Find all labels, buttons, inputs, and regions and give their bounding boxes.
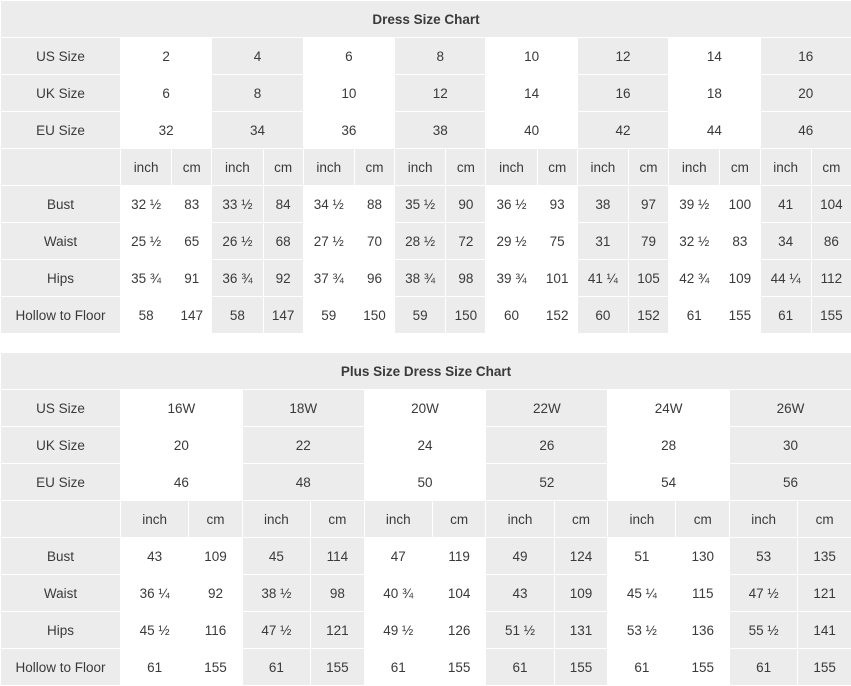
unit-cell: inch xyxy=(364,501,432,538)
table-cell: 53 xyxy=(730,538,798,575)
table-cell: 10 xyxy=(303,75,394,112)
table-cell: 46 xyxy=(760,112,851,149)
table-cell: 34 xyxy=(212,112,303,149)
table-cell: 37 ¾ xyxy=(303,260,354,297)
table-cell: 10 xyxy=(486,38,577,75)
row-label: Hollow to Floor xyxy=(1,297,121,334)
table-cell: 26 ½ xyxy=(212,223,263,260)
table-cell: 141 xyxy=(798,612,851,649)
table-cell: 45 ½ xyxy=(121,612,189,649)
table-cell: 35 ½ xyxy=(395,186,446,223)
table-cell: 28 ½ xyxy=(395,223,446,260)
table-cell: 90 xyxy=(446,186,486,223)
table-cell: 41 xyxy=(760,186,811,223)
table-cell: 147 xyxy=(172,297,212,334)
table-cell: 47 ½ xyxy=(730,575,798,612)
size-chart-table xyxy=(0,352,851,686)
unit-cell: cm xyxy=(172,149,212,186)
table-cell: 36 xyxy=(303,112,394,149)
unit-cell: inch xyxy=(760,149,811,186)
table-cell: 155 xyxy=(554,649,608,686)
table-cell: 42 xyxy=(577,112,668,149)
row-label: EU Size xyxy=(1,112,121,149)
row-label: Hips xyxy=(1,260,121,297)
unit-cell: cm xyxy=(189,501,243,538)
table-cell: 40 ¾ xyxy=(364,575,432,612)
table-cell: 6 xyxy=(303,38,394,75)
table-cell: 92 xyxy=(263,260,303,297)
chart-title-row xyxy=(1,353,851,390)
table-cell: 135 xyxy=(798,538,851,575)
unit-cell: inch xyxy=(669,149,720,186)
table-cell: 59 xyxy=(303,297,354,334)
unit-cell: cm xyxy=(446,149,486,186)
table-cell: 115 xyxy=(676,575,730,612)
unit-cell: inch xyxy=(303,149,354,186)
table-cell: 68 xyxy=(263,223,303,260)
size-chart-1 xyxy=(0,0,851,334)
row-label: EU Size xyxy=(1,464,121,501)
unit-cell: cm xyxy=(432,501,486,538)
table-cell: 2 xyxy=(121,38,212,75)
unit-cell: inch xyxy=(608,501,676,538)
table-cell: 24W xyxy=(608,390,730,427)
table-cell: 61 xyxy=(364,649,432,686)
table-cell: 34 xyxy=(760,223,811,260)
table-cell: 61 xyxy=(121,649,189,686)
table-cell: 152 xyxy=(628,297,668,334)
unit-cell: inch xyxy=(486,501,554,538)
table-cell: 124 xyxy=(554,538,608,575)
unit-cell: inch xyxy=(395,149,446,186)
table-cell: 155 xyxy=(189,649,243,686)
table-cell: 51 xyxy=(608,538,676,575)
table-cell: 29 ½ xyxy=(486,223,537,260)
table-cell: 38 xyxy=(395,112,486,149)
unit-cell: cm xyxy=(311,501,365,538)
table-cell: 43 xyxy=(486,575,554,612)
row-label: Bust xyxy=(1,186,121,223)
unit-cell: cm xyxy=(354,149,394,186)
table-row xyxy=(1,38,851,75)
table-cell: 79 xyxy=(628,223,668,260)
table-cell: 41 ¼ xyxy=(577,260,628,297)
table-cell: 55 ½ xyxy=(730,612,798,649)
table-cell: 12 xyxy=(395,75,486,112)
table-cell: 26W xyxy=(730,390,851,427)
table-cell: 51 ½ xyxy=(486,612,554,649)
table-cell: 112 xyxy=(811,260,851,297)
table-cell: 109 xyxy=(720,260,760,297)
table-cell: 40 xyxy=(486,112,577,149)
table-cell: 20W xyxy=(364,390,486,427)
table-cell: 83 xyxy=(720,223,760,260)
table-cell: 39 ¾ xyxy=(486,260,537,297)
table-cell: 47 ½ xyxy=(242,612,310,649)
table-cell: 33 ½ xyxy=(212,186,263,223)
table-cell: 58 xyxy=(121,297,172,334)
table-cell: 152 xyxy=(537,297,577,334)
table-cell: 83 xyxy=(172,186,212,223)
table-cell: 54 xyxy=(608,464,730,501)
chart-title: Plus Size Dress Size Chart xyxy=(1,353,851,390)
table-cell: 18W xyxy=(242,390,364,427)
table-cell: 136 xyxy=(676,612,730,649)
table-cell: 98 xyxy=(311,575,365,612)
table-row xyxy=(1,538,851,575)
table-cell: 72 xyxy=(446,223,486,260)
table-cell: 14 xyxy=(486,75,577,112)
table-cell: 70 xyxy=(354,223,394,260)
table-cell: 43 xyxy=(121,538,189,575)
unit-cell: inch xyxy=(730,501,798,538)
table-cell: 56 xyxy=(730,464,851,501)
table-cell: 50 xyxy=(364,464,486,501)
row-label: UK Size xyxy=(1,427,121,464)
row-label xyxy=(1,501,121,538)
unit-cell: cm xyxy=(628,149,668,186)
table-cell: 109 xyxy=(189,538,243,575)
table-cell: 58 xyxy=(212,297,263,334)
table-row xyxy=(1,464,851,501)
row-label: Hollow to Floor xyxy=(1,649,121,686)
table-cell: 16W xyxy=(121,390,243,427)
table-cell: 61 xyxy=(486,649,554,686)
unit-cell: inch xyxy=(121,149,172,186)
table-row xyxy=(1,427,851,464)
table-row xyxy=(1,390,851,427)
table-cell: 86 xyxy=(811,223,851,260)
table-row xyxy=(1,260,851,297)
table-row xyxy=(1,223,851,260)
table-cell: 155 xyxy=(432,649,486,686)
table-cell: 49 ½ xyxy=(364,612,432,649)
table-cell: 155 xyxy=(798,649,851,686)
chart-title: Dress Size Chart xyxy=(1,1,851,38)
unit-cell: cm xyxy=(720,149,760,186)
table-cell: 104 xyxy=(432,575,486,612)
size-chart-table xyxy=(0,0,851,334)
unit-cell: cm xyxy=(811,149,851,186)
table-cell: 150 xyxy=(446,297,486,334)
table-cell: 34 ½ xyxy=(303,186,354,223)
row-label: US Size xyxy=(1,38,121,75)
unit-cell: cm xyxy=(537,149,577,186)
table-cell: 22 xyxy=(242,427,364,464)
table-row xyxy=(1,297,851,334)
table-cell: 116 xyxy=(189,612,243,649)
table-cell: 105 xyxy=(628,260,668,297)
table-cell: 36 ¾ xyxy=(212,260,263,297)
table-cell: 49 xyxy=(486,538,554,575)
table-cell: 61 xyxy=(730,649,798,686)
row-label: US Size xyxy=(1,390,121,427)
unit-cell: inch xyxy=(486,149,537,186)
table-cell: 6 xyxy=(121,75,212,112)
table-cell: 65 xyxy=(172,223,212,260)
table-cell: 75 xyxy=(537,223,577,260)
table-cell: 61 xyxy=(242,649,310,686)
table-cell: 131 xyxy=(554,612,608,649)
table-cell: 93 xyxy=(537,186,577,223)
chart-title-row xyxy=(1,1,851,38)
table-cell: 35 ¾ xyxy=(121,260,172,297)
table-cell: 18 xyxy=(669,75,760,112)
table-row xyxy=(1,649,851,686)
table-cell: 147 xyxy=(263,297,303,334)
unit-cell: cm xyxy=(554,501,608,538)
table-cell: 61 xyxy=(608,649,676,686)
table-cell: 61 xyxy=(669,297,720,334)
table-row xyxy=(1,612,851,649)
table-cell: 92 xyxy=(189,575,243,612)
table-cell: 32 xyxy=(121,112,212,149)
table-cell: 25 ½ xyxy=(121,223,172,260)
table-cell: 20 xyxy=(760,75,851,112)
table-cell: 44 ¼ xyxy=(760,260,811,297)
unit-cell: inch xyxy=(212,149,263,186)
table-row xyxy=(1,186,851,223)
size-chart-2 xyxy=(0,352,851,686)
row-label: UK Size xyxy=(1,75,121,112)
table-cell: 53 ½ xyxy=(608,612,676,649)
table-row xyxy=(1,501,851,538)
table-cell: 45 ¼ xyxy=(608,575,676,612)
table-cell: 114 xyxy=(311,538,365,575)
table-cell: 4 xyxy=(212,38,303,75)
row-label: Bust xyxy=(1,538,121,575)
unit-cell: cm xyxy=(798,501,851,538)
table-cell: 26 xyxy=(486,427,608,464)
table-cell: 96 xyxy=(354,260,394,297)
table-row xyxy=(1,75,851,112)
table-cell: 61 xyxy=(760,297,811,334)
table-cell: 104 xyxy=(811,186,851,223)
table-cell: 47 xyxy=(364,538,432,575)
table-cell: 48 xyxy=(242,464,364,501)
table-cell: 98 xyxy=(446,260,486,297)
table-cell: 119 xyxy=(432,538,486,575)
table-cell: 91 xyxy=(172,260,212,297)
table-cell: 30 xyxy=(730,427,851,464)
table-cell: 36 ¼ xyxy=(121,575,189,612)
table-row xyxy=(1,112,851,149)
table-cell: 36 ½ xyxy=(486,186,537,223)
row-label: Hips xyxy=(1,612,121,649)
table-cell: 38 ½ xyxy=(242,575,310,612)
row-label: Waist xyxy=(1,575,121,612)
table-cell: 32 ½ xyxy=(121,186,172,223)
table-cell: 121 xyxy=(798,575,851,612)
table-cell: 60 xyxy=(486,297,537,334)
table-cell: 8 xyxy=(212,75,303,112)
table-cell: 32 ½ xyxy=(669,223,720,260)
table-cell: 155 xyxy=(676,649,730,686)
unit-cell: inch xyxy=(577,149,628,186)
table-cell: 84 xyxy=(263,186,303,223)
unit-cell: cm xyxy=(263,149,303,186)
unit-cell: inch xyxy=(121,501,189,538)
table-cell: 20 xyxy=(121,427,243,464)
table-cell: 31 xyxy=(577,223,628,260)
table-cell: 42 ¾ xyxy=(669,260,720,297)
table-cell: 16 xyxy=(577,75,668,112)
table-cell: 155 xyxy=(311,649,365,686)
table-cell: 59 xyxy=(395,297,446,334)
unit-cell: inch xyxy=(242,501,310,538)
chart-separator xyxy=(0,334,851,352)
row-label xyxy=(1,149,121,186)
table-cell: 12 xyxy=(577,38,668,75)
table-cell: 88 xyxy=(354,186,394,223)
table-cell: 101 xyxy=(537,260,577,297)
table-cell: 60 xyxy=(577,297,628,334)
table-cell: 126 xyxy=(432,612,486,649)
table-row xyxy=(1,575,851,612)
table-cell: 27 ½ xyxy=(303,223,354,260)
table-cell: 16 xyxy=(760,38,851,75)
unit-cell: cm xyxy=(676,501,730,538)
table-cell: 44 xyxy=(669,112,760,149)
table-cell: 22W xyxy=(486,390,608,427)
table-cell: 97 xyxy=(628,186,668,223)
table-cell: 46 xyxy=(121,464,243,501)
table-cell: 38 xyxy=(577,186,628,223)
table-cell: 121 xyxy=(311,612,365,649)
table-cell: 130 xyxy=(676,538,730,575)
table-cell: 150 xyxy=(354,297,394,334)
table-cell: 155 xyxy=(811,297,851,334)
table-cell: 45 xyxy=(242,538,310,575)
table-cell: 100 xyxy=(720,186,760,223)
table-cell: 28 xyxy=(608,427,730,464)
table-cell: 39 ½ xyxy=(669,186,720,223)
table-cell: 38 ¾ xyxy=(395,260,446,297)
table-cell: 52 xyxy=(486,464,608,501)
row-label: Waist xyxy=(1,223,121,260)
table-cell: 24 xyxy=(364,427,486,464)
table-cell: 109 xyxy=(554,575,608,612)
table-cell: 14 xyxy=(669,38,760,75)
table-row xyxy=(1,149,851,186)
table-cell: 155 xyxy=(720,297,760,334)
table-cell: 8 xyxy=(395,38,486,75)
